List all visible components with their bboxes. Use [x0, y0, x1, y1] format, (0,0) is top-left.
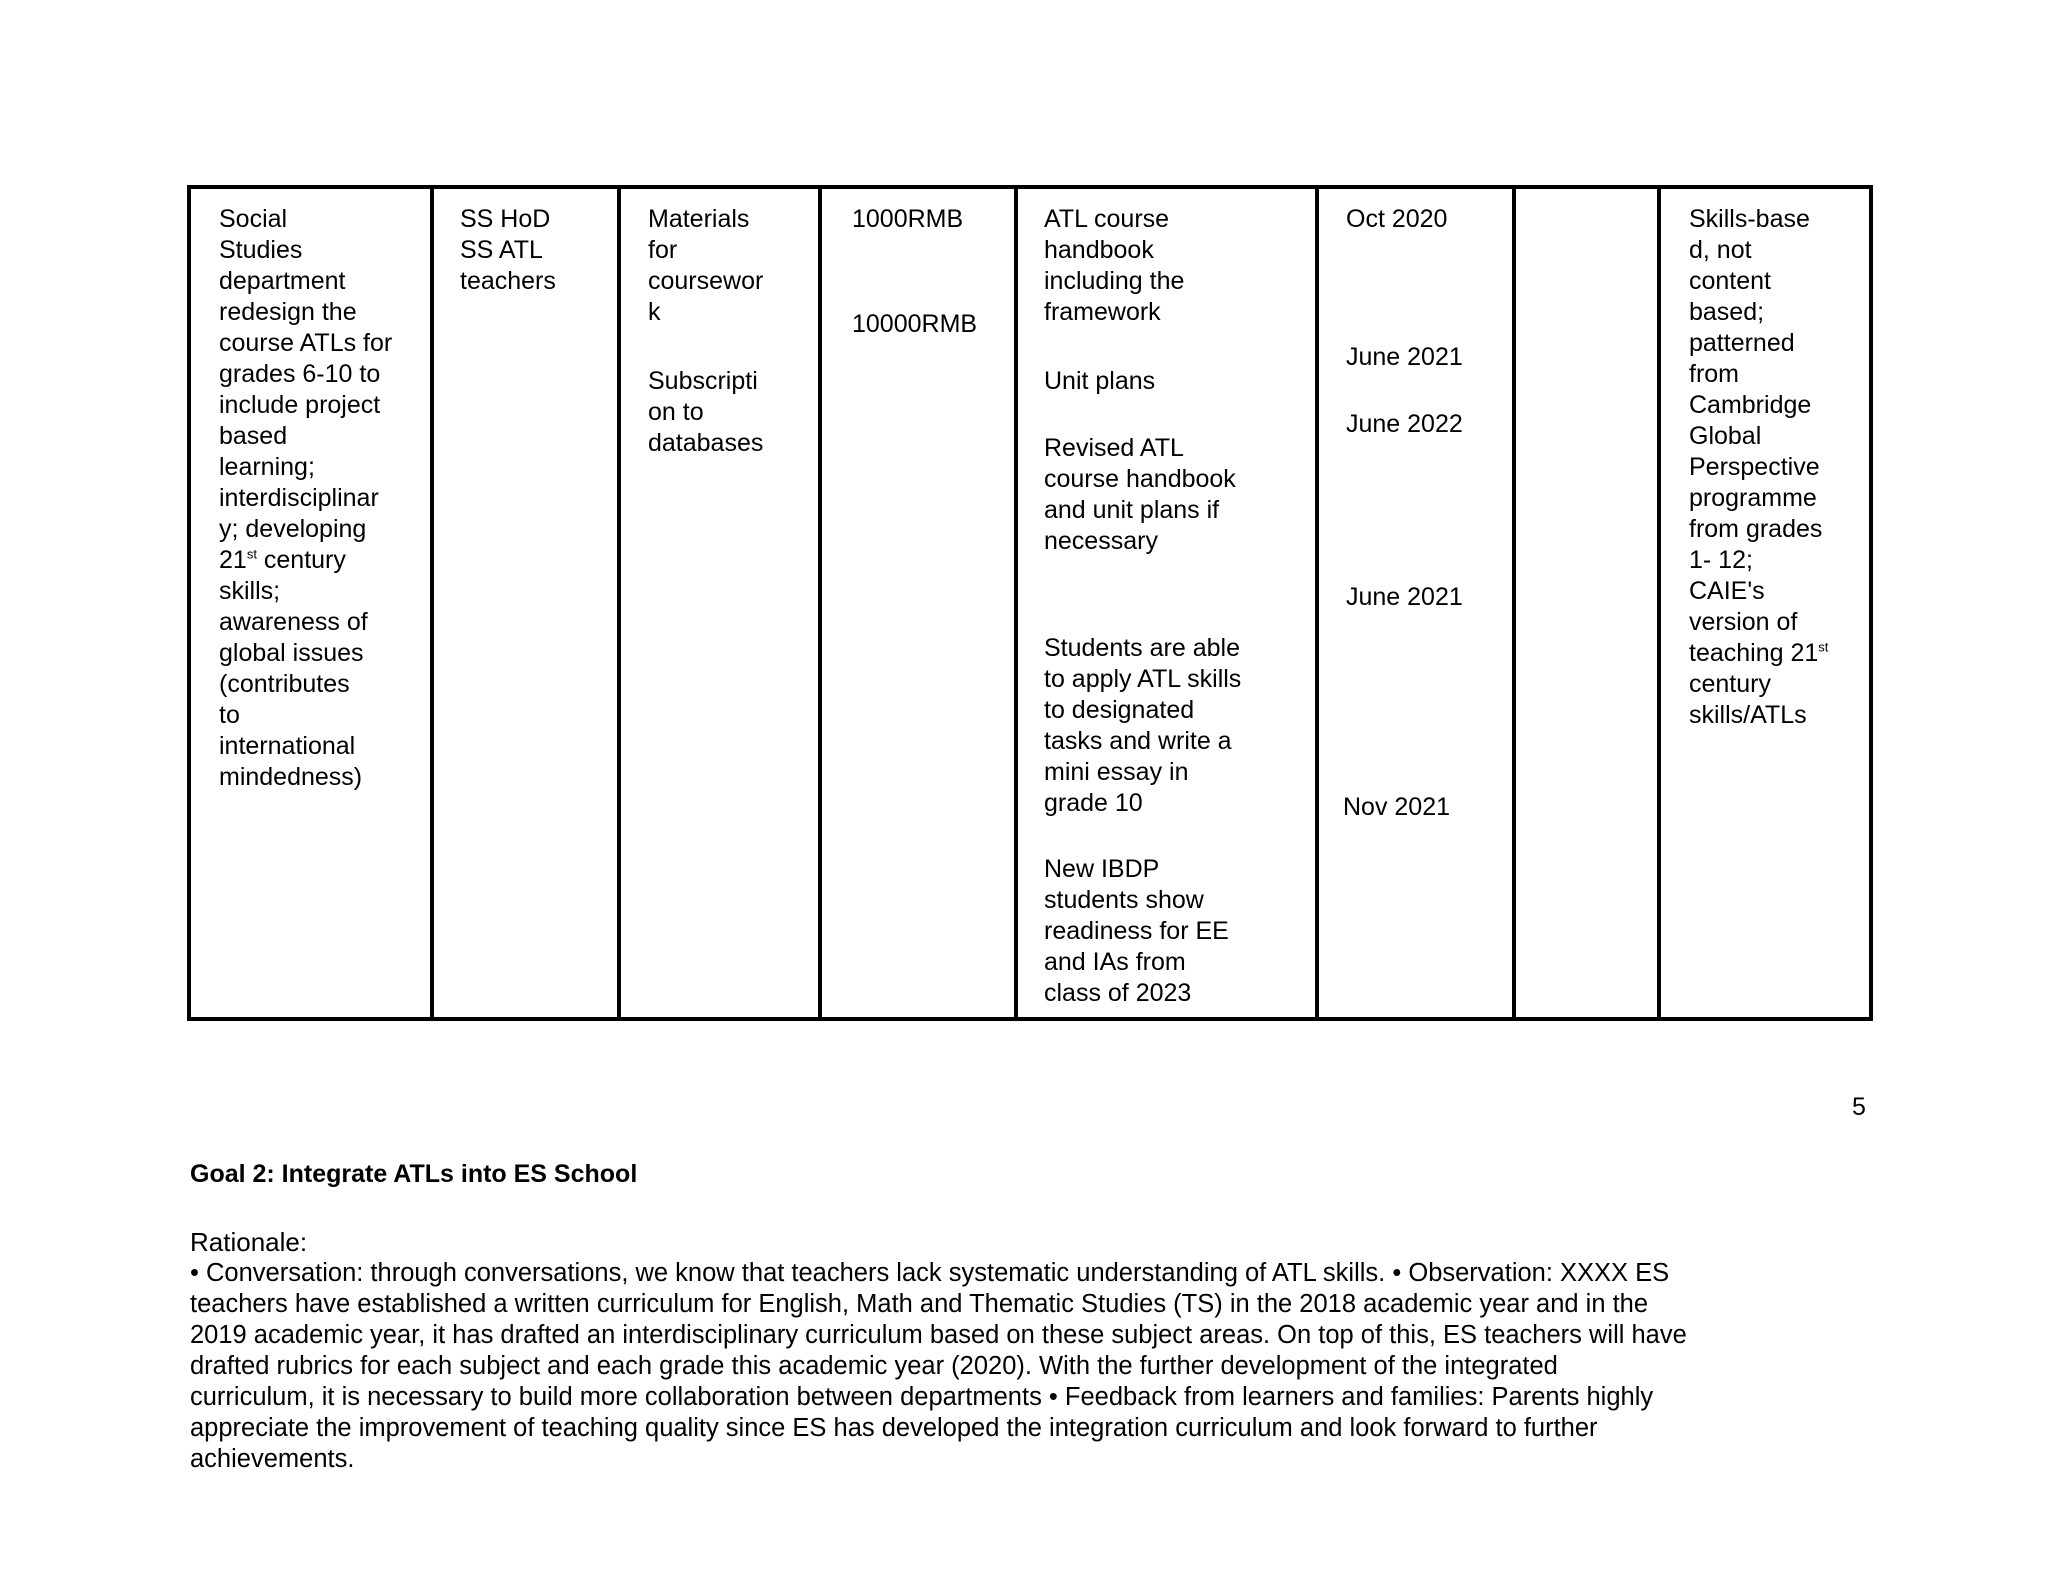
notes-cell [1659, 187, 1871, 1019]
ordinal-superscript: st [1818, 639, 1829, 655]
resources-subscription-text: Subscripti on to databases [648, 367, 764, 457]
outcome-unit-plans-text: Unit plans [1044, 367, 1156, 395]
action-plan-table [187, 185, 1873, 1021]
outcome-students-text: Students are able to apply ATL skills to designated tasks and write a mini essay in grade 10 [1044, 634, 1242, 817]
date-june-2022: June 2022 [1346, 410, 1463, 438]
page-number: 5 [1852, 1093, 1866, 1121]
dates-cell [1317, 187, 1514, 1019]
resources-materials-text: Materials for coursewor k [648, 205, 764, 326]
people-text: SS HoD SS ATL teachers [460, 205, 556, 295]
resources-cell [619, 187, 820, 1019]
objective-cell [189, 187, 432, 1019]
ordinal-superscript: st [246, 546, 257, 562]
budget-cell [820, 187, 1016, 1019]
date-june-2021-b: June 2021 [1346, 583, 1463, 611]
rationale-label: Rationale: [190, 1227, 308, 1257]
outcomes-cell [1016, 187, 1317, 1019]
outcome-handbook-text: ATL course handbook including the framework [1044, 205, 1185, 326]
people-cell [432, 187, 619, 1019]
date-nov-2021: Nov 2021 [1343, 793, 1451, 821]
date-oct-2020: Oct 2020 [1346, 205, 1448, 233]
objective-text: Social Studies department redesign the course ATLs for grades 6-10 to include project based learning; interdisciplinar y; developing 21st century skills; awareness of global issues (contributes to international mindedness) [219, 205, 393, 791]
outcome-ibdp-text: New IBDP students show readiness for EE and IAs from class of 2023 [1044, 855, 1229, 1007]
date-june-2021-a: June 2021 [1346, 343, 1463, 371]
empty-cell [1514, 187, 1659, 1019]
notes-text: Skills-base d, not content based; patterned from Cambridge Global Perspective programme from grades 1- 12; CAIE's version of teaching 21st century skills/ATLs [1689, 205, 1829, 729]
goal-heading: Goal 2: Integrate ATLs into ES School [190, 1160, 638, 1188]
rationale-paragraph: • Conversation: through conversations, we know that teachers lack systematic understanding of ATL skills. • Observation: XXXX ES teachers have established a written curriculum for English, Math and Thematic Studies (TS) in the 2018 academic year and in the 2019 academic year, it has drafted an interdisciplinary curriculum based on these subject areas. On top of this, ES teachers will have drafted rubrics for each subject and each grade this academic year (2020). With the further development of the integrated curriculum, it is necessary to build more collaboration between departments • Feedback from learners and families: Parents highly appreciate the improvement of teaching quality since ES has developed the integration curriculum and look forward to further achievements. [190, 1259, 1687, 1473]
budget-first-text: 1000RMB [852, 205, 964, 233]
table-row [189, 187, 1871, 1019]
budget-second-text: 10000RMB [852, 310, 978, 338]
outcome-revised-text: Revised ATL course handbook and unit plans if necessary [1044, 434, 1236, 555]
